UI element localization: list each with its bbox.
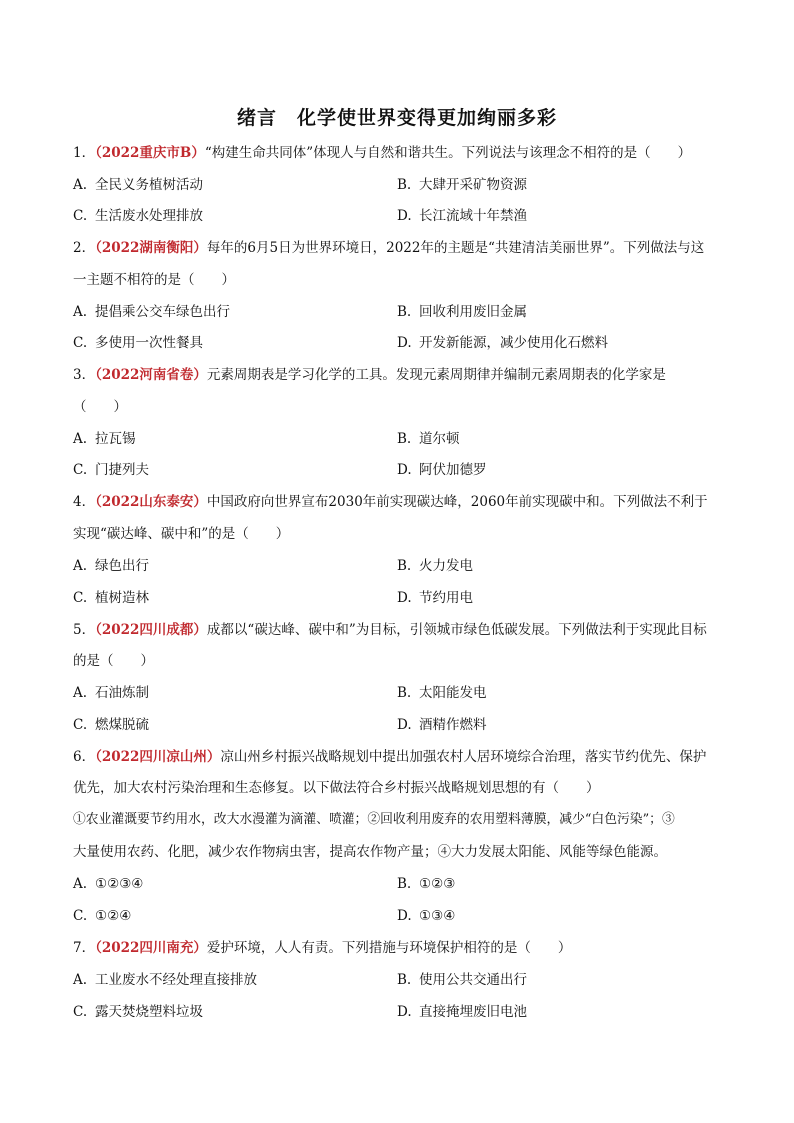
option-c: C. 植树造林 <box>73 590 149 606</box>
question-text: 爱护环境，人人有责。下列措施与环境保护相符的是（ ） <box>206 940 572 956</box>
question-number: 7． <box>73 940 96 956</box>
question-text: 每年的6月5日为世界环境日，2022年的主题是“共建清洁美丽世界”。下列做法与这 <box>206 240 705 256</box>
question-number: 1． <box>73 145 96 161</box>
question-4-stem <box>73 492 723 512</box>
question-source: （2022四川凉山州） <box>95 749 221 765</box>
question-source: （2022重庆市B） <box>95 145 205 161</box>
question-number: 5． <box>73 622 96 638</box>
option-a: A. ①②③④ <box>73 876 144 892</box>
option-c: C. 生活废水处理排放 <box>73 208 203 224</box>
question-5-stem <box>73 620 723 640</box>
question-1-stem <box>73 143 723 163</box>
question-source: （2022湖南衡阳） <box>95 240 207 256</box>
question-text: 凉山州乡村振兴战略规划中提出加强农村人居环境综合治理，落实节约优先、保护 <box>220 749 707 765</box>
option-d: D. 长江流域十年禁渔 <box>397 208 527 224</box>
option-c: C. ①②④ <box>73 908 132 924</box>
option-d: D. 节约用电 <box>397 590 473 606</box>
question-3-stem <box>73 365 723 385</box>
option-a: A. 全民义务植树活动 <box>73 177 203 193</box>
option-d: D. 酒精作燃料 <box>397 717 487 733</box>
option-a: A. 石油炼制 <box>73 685 149 701</box>
option-d: D. 直接掩埋废旧电池 <box>397 1004 527 1020</box>
option-d: D. 阿伏加德罗 <box>397 462 487 478</box>
option-b: B. 道尔顿 <box>397 431 460 447</box>
question-number: 2． <box>73 240 96 256</box>
question-source: （2022四川南充） <box>95 940 207 956</box>
option-d: D. 开发新能源，减少使用化石燃料 <box>397 335 608 351</box>
question-number: 4． <box>73 494 96 510</box>
page-title: 绪言 化学使世界变得更加绚丽多彩 <box>236 107 557 129</box>
question-7-stem <box>73 938 723 958</box>
question-text-continued: 一主题不相符的是（ ） <box>73 272 235 288</box>
option-d: D. ①③④ <box>397 908 456 924</box>
option-b: B. ①②③ <box>397 876 456 892</box>
question-text: 元素周期表是学习化学的工具。发现元素周期律并编制元素周期表的化学家是 <box>206 367 666 383</box>
question-text: “构建生命共同体”体现人与自然和谐共生。下列说法与该理念不相符的是（ ） <box>204 145 692 161</box>
option-c: C. 燃煤脱硫 <box>73 717 149 733</box>
question-number: 6． <box>73 749 96 765</box>
question-text-continued: （ ） <box>73 399 127 415</box>
option-b: B. 太阳能发电 <box>397 685 487 701</box>
question-text-continued: 的是（ ） <box>73 653 154 669</box>
question-text-continued: 实现“碳达峰、碳中和”的是（ ） <box>73 526 290 542</box>
question-number: 3． <box>73 367 96 383</box>
question-source: （2022山东泰安） <box>95 494 207 510</box>
option-b: B. 回收利用废旧金属 <box>397 304 527 320</box>
question-2-stem <box>73 238 723 258</box>
question-source: （2022河南省卷） <box>95 367 207 383</box>
option-c: C. 多使用一次性餐具 <box>73 335 203 351</box>
option-b: B. 使用公共交通出行 <box>397 972 527 988</box>
question-text-continued: 大量使用农药、化肥，减少农作物病虫害，提高农作物产量；④大力发展太阳能、风能等绿色能源。 <box>73 844 667 860</box>
option-c: C. 露天焚烧塑料垃圾 <box>73 1004 203 1020</box>
option-a: A. 绿色出行 <box>73 558 149 574</box>
question-text-continued: ①农业灌溉要节约用水，改大水漫灌为滴灌、喷灌；②回收利用废弃的农用塑料薄膜，减少“白色污染”；③ <box>73 812 675 827</box>
option-b: B. 大肆开采矿物资源 <box>397 177 527 193</box>
question-text-continued: 优先，加大农村污染治理和生态修复。以下做法符合乡村振兴战略规划思想的有（ ） <box>73 780 600 796</box>
question-text: 中国政府向世界宣布2030年前实现碳达峰，2060年前实现碳中和。下列做法不利于 <box>206 494 708 510</box>
question-text: 成都以“碳达峰、碳中和”为目标，引领城市绿色低碳发展。下列做法利于实现此目标 <box>206 622 707 638</box>
option-c: C. 门捷列夫 <box>73 462 149 478</box>
question-source: （2022四川成都） <box>95 622 207 638</box>
option-b: B. 火力发电 <box>397 558 473 574</box>
option-a: A. 工业废水不经处理直接排放 <box>73 972 257 988</box>
option-a: A. 提倡乘公交车绿色出行 <box>73 304 230 320</box>
option-a: A. 拉瓦锡 <box>73 431 136 447</box>
question-6-stem <box>73 747 723 767</box>
